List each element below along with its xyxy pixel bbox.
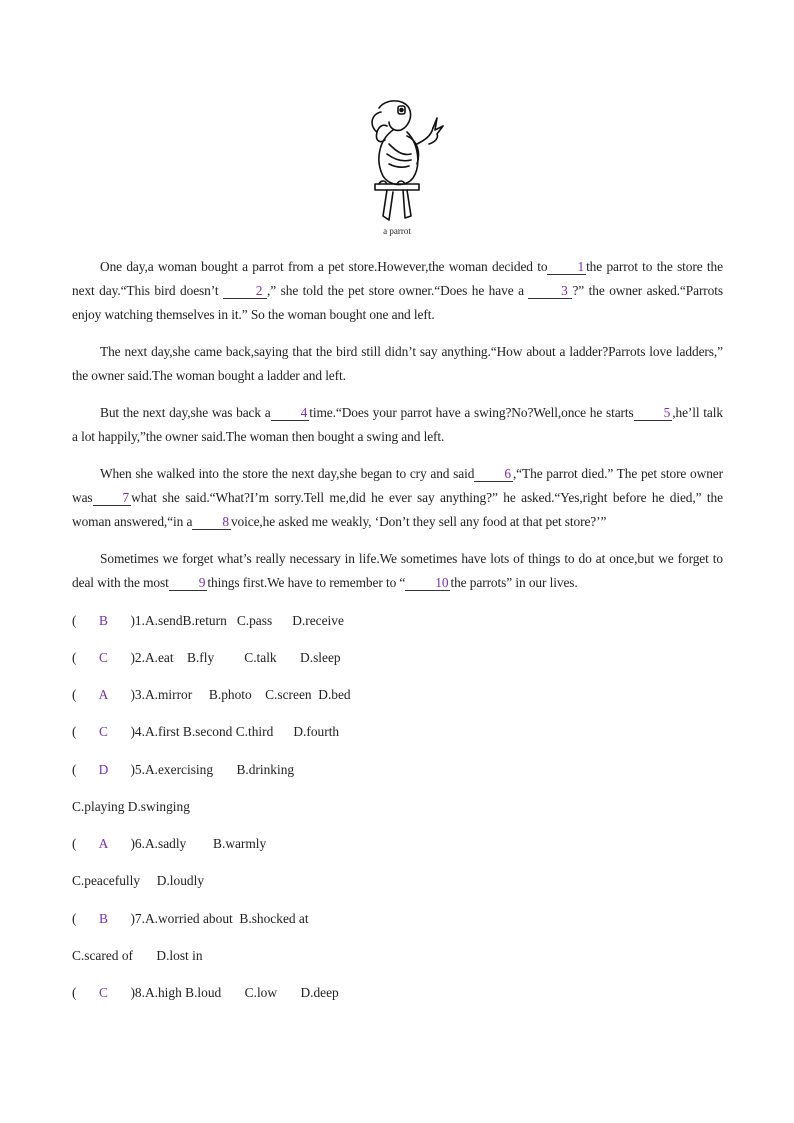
passage-text: When she walked into the store the next day,she began to cry and said (100, 466, 475, 481)
passage-text: what she said.“What?I’m sorry.Tell me,did he ever say anything?” he asked.“Yes,right before he died,” the woman answered,“in a (72, 490, 723, 529)
passage-text: ,he’ll talk a lot happily,”the owner said.The woman then bought a swing and left. (72, 405, 723, 444)
question-8 (72, 984, 339, 1002)
paren: ( (72, 836, 77, 851)
passage-text: the parrots” in our lives. (450, 575, 578, 590)
question-text: C.scared of D.lost in (72, 948, 203, 963)
answer-letter: B (99, 613, 108, 628)
figure-caption: a parrot (383, 226, 411, 236)
blank-1: 1 (547, 260, 586, 275)
parrot-illustration (349, 96, 445, 226)
passage-text: One day,a woman bought a parrot from a pet store.However,the woman decided to (100, 259, 548, 274)
blank-5: 5 (634, 406, 673, 421)
passage-text: ?” the owner asked.“Parrots enjoy watching themselves in it.” So the woman bought one and left. (72, 283, 723, 322)
question-5-options-cont (72, 798, 190, 816)
question-7 (72, 910, 309, 928)
question-1 (72, 612, 344, 630)
blank-6: 6 (474, 467, 513, 482)
answer-letter: C (99, 985, 108, 1000)
blank-2: 2 (223, 284, 267, 299)
question-text: )7.A.worried about B.shocked at (130, 911, 309, 926)
passage-paragraph-2: The next day,she came back,saying that the bird still didn’t say anything.“How about a ladder?Parrots love ladders,” the owner said.The woman bought a ladder and left. (72, 344, 723, 383)
answer-letter: A (98, 687, 109, 702)
passage-paragraph-5 (72, 547, 723, 595)
passage-text: But the next day,she was back a (100, 405, 271, 420)
passage-text: ,“The parrot died.” The pet store owner was (72, 466, 723, 505)
paren: ( (72, 762, 77, 777)
blank-4: 4 (271, 406, 310, 421)
passage-text: things first.We have to remember to “ (207, 575, 406, 590)
passage-text: ,” she told the pet store owner.“Does he have a (267, 283, 529, 298)
question-2 (72, 649, 341, 667)
answer-letter: C (99, 724, 108, 739)
blank-10: 10 (405, 576, 450, 591)
question-text: )4.A.first B.second C.third D.fourth (130, 724, 340, 739)
blank-7: 7 (93, 491, 132, 506)
passage-paragraph-1 (72, 255, 723, 327)
question-text: C.playing D.swinging (72, 799, 190, 814)
passage-paragraph-3 (72, 401, 723, 449)
answer-letter: D (98, 762, 109, 777)
question-text: )1.A.sendB.return C.pass D.receive (130, 613, 344, 628)
paren: ( (72, 613, 77, 628)
paren: ( (72, 911, 77, 926)
question-text: )8.A.high B.loud C.low D.deep (130, 985, 339, 1000)
paren: ( (72, 650, 77, 665)
parrot-figure (340, 96, 454, 236)
passage-text: Sometimes we forget what’s really necessary in life.We sometimes have lots of things to do at once,but we forget to deal with the most (72, 551, 723, 590)
blank-8: 8 (192, 515, 231, 530)
question-7-options-cont (72, 947, 203, 965)
question-3 (72, 686, 351, 704)
question-6 (72, 835, 266, 853)
question-text: C.peacefully D.loudly (72, 873, 205, 888)
question-text: )2.A.eat B.fly C.talk D.sleep (130, 650, 341, 665)
blank-3: 3 (528, 284, 572, 299)
question-5 (72, 761, 294, 779)
passage-text: voice,he asked me weakly, ‘Don’t they sell any food at that pet store?’” (230, 514, 607, 529)
question-text: )3.A.mirror B.photo C.screen D.bed (130, 687, 351, 702)
question-text: )5.A.exercising B.drinking (130, 762, 295, 777)
question-4 (72, 723, 339, 741)
answer-letter: B (99, 911, 108, 926)
paren: ( (72, 724, 77, 739)
blank-9: 9 (169, 576, 208, 591)
question-text: )6.A.sadly B.warmly (130, 836, 267, 851)
question-6-options-cont (72, 872, 204, 890)
passage-text: time.“Does your parrot have a swing?No?Well,once he starts (309, 405, 634, 420)
answer-letter: C (99, 650, 108, 665)
passage-paragraph-4 (72, 462, 723, 534)
answer-letter: A (98, 836, 109, 851)
paren: ( (72, 687, 77, 702)
paren: ( (72, 985, 77, 1000)
passage-text: the parrot to the store the next day.“This bird doesn’t (72, 259, 723, 298)
